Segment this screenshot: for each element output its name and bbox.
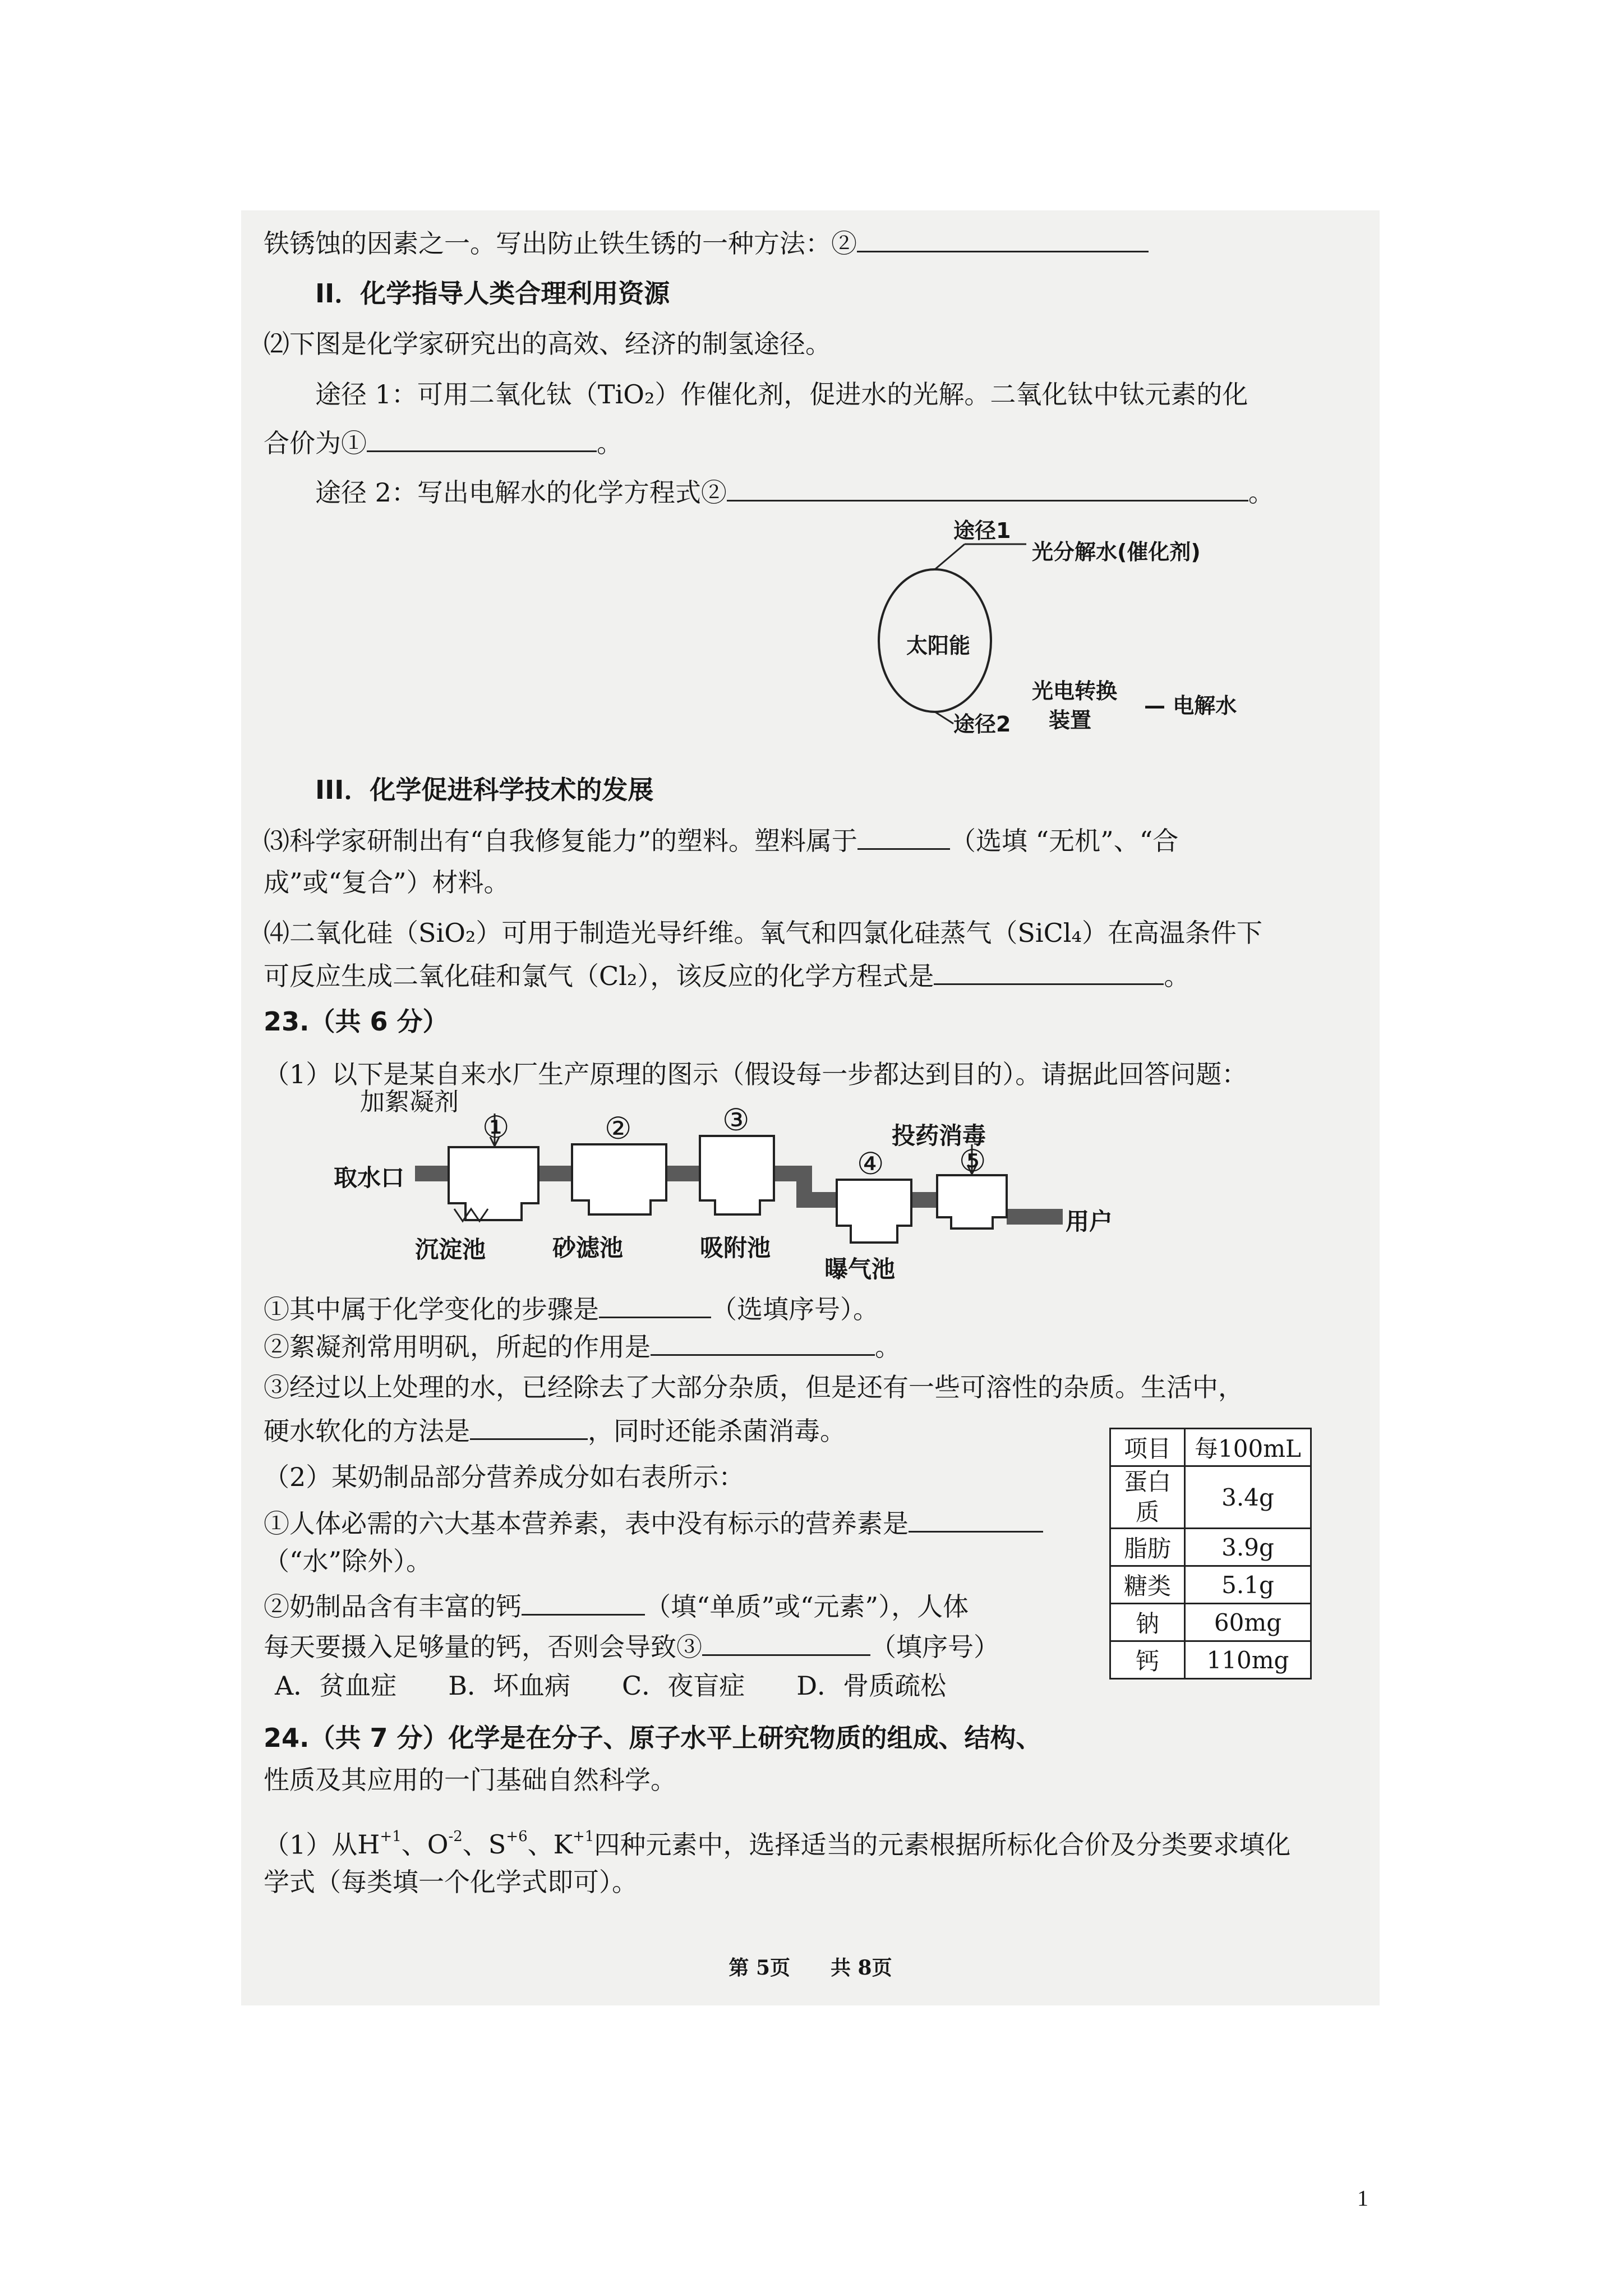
disinfection-tank [937, 1175, 1007, 1228]
q23-2-options: A．贫血症 B．坏血病 C．夜盲症 D．骨质疏松 [275, 1671, 947, 1701]
q23-1-d-line: 硬水软化的方法是 ，同时还能杀菌消毒。 [264, 1414, 846, 1448]
disinfect-label: 投药消毒 [892, 1122, 986, 1149]
q23-1-b-line: ②絮凝剂常用明矾，所起的作用是 。 [264, 1329, 901, 1364]
element-s: $S^{+6}$ [488, 1828, 528, 1860]
table-cell: 钙 [1110, 1641, 1185, 1679]
table-cell: 5.1g [1185, 1566, 1311, 1604]
q22-4-line-b: 可反应生成二氧化硅和氯气（Cl₂），该反应的化学方程式是 。 [264, 959, 1189, 993]
pipe-segment [415, 1166, 449, 1181]
table-row [1110, 1604, 1311, 1641]
pipe-segment [911, 1192, 937, 1208]
sand-filter-tank [572, 1144, 666, 1214]
q22-3-line-a: ⑶科学家研制出有“自我修复能力”的塑料。塑料属于 （选填 “无机”、“合 [264, 823, 1178, 858]
route2-line: 途径 2：写出电解水的化学方程式② 。 [264, 475, 1274, 509]
table-row [1110, 1529, 1311, 1566]
answer-blank[interactable] [909, 1506, 1043, 1533]
user-label: 用户 [1066, 1208, 1113, 1235]
tank-label-sedimentation: 沉淀池 [415, 1236, 486, 1263]
step-3-marker: ③ [722, 1102, 750, 1138]
table-cell: 60mg [1185, 1604, 1311, 1641]
table-header-row [1110, 1429, 1311, 1466]
q23-2-text: （2）某奶制品部分营养成分如右表所示： [264, 1462, 745, 1492]
page-footer: 第 5页 共 8页 [728, 1956, 892, 1980]
answer-blank[interactable] [702, 1630, 870, 1656]
tank-label-aeration: 曝气池 [824, 1255, 896, 1283]
step-1-marker: ① [482, 1110, 510, 1145]
route2-label: 途径2 [953, 712, 1011, 737]
element-k: $K^{+1}$ [553, 1828, 594, 1860]
q24-1-line-b: 学式（每类填一个化学式即可）。 [264, 1867, 638, 1897]
sun-label: 太阳能 [906, 633, 971, 658]
tank-label-adsorption: 吸附池 [700, 1234, 771, 1262]
table-cell: 110mg [1185, 1641, 1311, 1679]
sedimentation-tank [449, 1147, 538, 1220]
q22-4-line-a: ⑷二氧化硅（SiO₂）可用于制造光导纤维。氧气和四氯化硅蒸气（SiCl₄）在高温条件下 [264, 918, 1262, 948]
table-row [1110, 1466, 1311, 1529]
table-row [1110, 1641, 1311, 1679]
route1-line-b: 合价为① 。 [264, 426, 623, 460]
flocculant-label: 加絮凝剂 [360, 1088, 459, 1116]
table-cell: 3.4g [1185, 1466, 1311, 1529]
table-header-cell: 项目 [1110, 1429, 1185, 1466]
page-number: 1 [1357, 2185, 1368, 2211]
step-5-marker: ⑤ [959, 1143, 986, 1179]
step-2-marker: ② [605, 1111, 632, 1146]
element-list: $H^{+1}$、$O^{-2}$、$S^{+6}$、$K^{+1}$ [357, 1828, 594, 1860]
q23-2-a-line: ①人体必需的六大基本营养素，表中没有标示的营养素是 [264, 1506, 1043, 1540]
route1-result: 光分解水(催化剂) [1032, 540, 1201, 564]
q24-1-line: （1）从$H^{+1}$、$O^{-2}$、$S^{+6}$、$K^{+1}$四种元素中，选择适当的元素根据所标化合价及分类要求填化 [264, 1828, 1291, 1860]
intake-label: 取水口 [334, 1164, 405, 1191]
pipe-segment [796, 1192, 837, 1208]
step-4-marker: ④ [857, 1146, 884, 1181]
q22-2-text: ⑵下图是化学家研究出的高效、经济的制氢途径。 [264, 329, 831, 359]
section-3-title: III．化学促进科学技术的发展 [315, 775, 654, 805]
tank-label-sand-filter: 砂滤池 [552, 1234, 624, 1262]
element-o: $O^{-2}$ [427, 1828, 463, 1860]
aeration-tank [837, 1180, 911, 1243]
q23-2-b-line: ②奶制品含有丰富的钙 （填“单质”或“元素”），人体 [264, 1589, 969, 1623]
table-cell: 3.9g [1185, 1529, 1311, 1566]
q23-2-a2-line: （“水”除外）。 [264, 1546, 432, 1576]
scanned-sheet [241, 210, 1380, 2005]
table-cell: 蛋白 质 [1110, 1466, 1185, 1529]
converter-label-b: 装置 [1049, 708, 1092, 733]
adsorption-tank [700, 1136, 774, 1214]
q24-line-a: 24.（共 7 分）化学是在分子、原子水平上研究物质的组成、结构、 [264, 1723, 1042, 1753]
table-cell: 糖类 [1110, 1566, 1185, 1604]
q23-1-c-line: ③经过以上处理的水，已经除去了大部分杂质，但是还有一些可溶性的杂质。生活中， [264, 1372, 1244, 1402]
q24-line-b: 性质及其应用的一门基础自然科学。 [264, 1765, 676, 1795]
pipe-segment [666, 1166, 700, 1181]
converter-label-a: 光电转换 [1032, 679, 1118, 703]
q23-title: 23.（共 6 分） [264, 1006, 449, 1037]
q22-3-line-b: 成”或“复合”）材料。 [264, 867, 510, 898]
table-header-cell: 每100mL [1185, 1429, 1311, 1466]
q23-1-a-line: ①其中属于化学变化的步骤是 （选填序号）。 [264, 1292, 879, 1326]
element-h: $H^{+1}$ [357, 1828, 402, 1860]
table-row [1110, 1566, 1311, 1604]
q23-1-text: （1）以下是某自来水厂生产原理的图示（假设每一步都达到目的）。请据此回答问题： [264, 1059, 1248, 1089]
pipe-segment [538, 1166, 572, 1181]
nutrition-table [1109, 1428, 1312, 1680]
route2-result: — 电解水 [1144, 693, 1237, 718]
answer-blank[interactable] [522, 1589, 645, 1616]
table-cell: 脂肪 [1110, 1529, 1185, 1566]
answer-blank[interactable] [651, 1329, 875, 1356]
answer-blank[interactable] [599, 1292, 711, 1318]
route1-line-a: 途径 1：可用二氧化钛（TiO₂）作催化剂，促进水的光解。二氧化钛中钛元素的化 [315, 379, 1248, 409]
q22-rust-line: 铁锈蚀的因素之一。写出防止铁生锈的一种方法：② [264, 226, 1149, 260]
table-cell: 钠 [1110, 1604, 1185, 1641]
q23-2-c-line: 每天要摄入足够量的钙，否则会导致③ （填序号） [264, 1630, 999, 1664]
pipe-segment [1007, 1209, 1063, 1225]
answer-blank[interactable] [470, 1414, 588, 1440]
route1-label: 途径1 [953, 518, 1011, 543]
water-plant-diagram [241, 210, 1380, 1388]
section-2-title: II．化学指导人类合理利用资源 [315, 278, 670, 309]
